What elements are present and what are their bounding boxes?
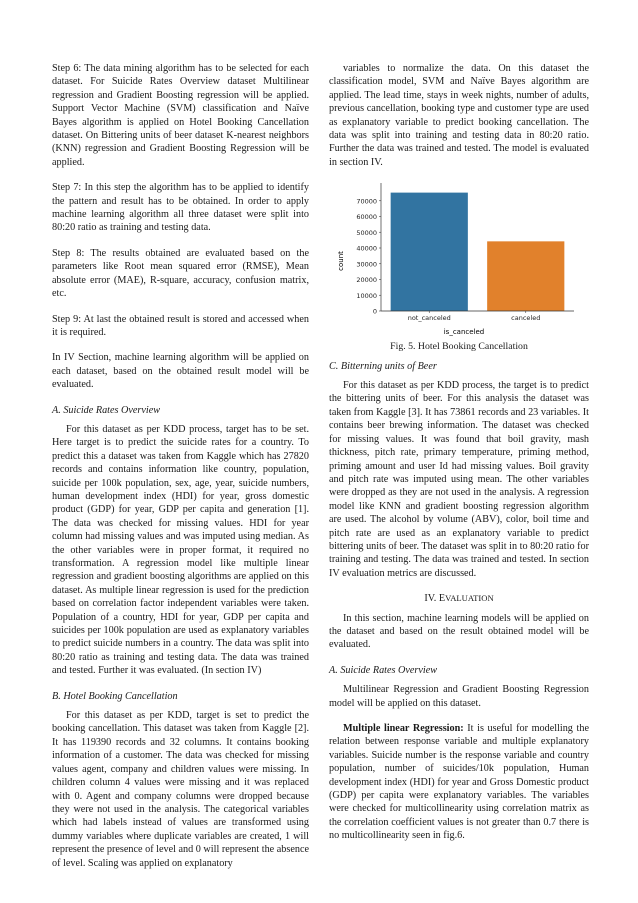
x-tick-label: not_canceled — [407, 314, 451, 323]
bar-chart — [329, 181, 589, 336]
mlr-paragraph — [329, 722, 589, 843]
bars-group — [391, 193, 565, 311]
figure-5 — [329, 181, 589, 336]
mlr-text: It is useful for modelling the relation between response variable and multiple explanatory variables. Suicide number is the response variable and country population, number of suicides/10k population, Human development index (HDI) for year and Gross Domestic product (GDP) per capita were explanatory variables. The variables were checked for multicollinearity using correlation matrix as the correlation coefficient values is not greater than 0.7 there is no multicollinearity seen in fig.6. — [329, 723, 589, 842]
figure-caption: Fig. 5. Hotel Booking Cancellation — [390, 341, 528, 353]
section-iv-heading — [329, 592, 589, 605]
subsection-a2-heading: A. Suicide Rates Overview — [329, 664, 438, 676]
step-9-paragraph: Step 9: At last the obtained result is stored and accessed when it is required. — [52, 313, 309, 338]
x-axis-ticks — [381, 311, 574, 322]
y-tick-label: 0 — [372, 307, 377, 316]
models-applied-paragraph: Multilinear Regression and Gradient Boosting Regression model will be applied on this dataset. — [329, 684, 589, 709]
section-number: IV. — [424, 593, 437, 605]
section-iv-intro: In IV Section, machine learning algorithm will be applied on each dataset, based on the obtained result model will be evaluated. — [52, 352, 309, 391]
step-6-paragraph: Step 6: The data mining algorithm has to be selected for each dataset. For Suicide Rates Overview dataset Multilinear regression and Gradient Boosting regression will be applied. Support Vector Machine (SVM) classification and Naïve Bayes algorithm is applied on Hotel Booking Cancellation dataset. On Bittering units of beer dataset K-nearest neighbors (KNN) regression and Gradient Boosting Regression will be applied. — [52, 63, 309, 168]
y-tick-label: 40000 — [356, 244, 377, 253]
step-8-paragraph: Step 8: The results obtained are evaluated based on the parameters like Root mean squared error (RMSE), Mean absolute error (MAE), R-square, accuracy, confusion matrix, etc. — [52, 247, 309, 300]
subsection-b-heading: B. Hotel Booking Cancellation — [52, 690, 178, 702]
bar-canceled — [487, 242, 564, 312]
section-title-rest: VALUATION — [445, 593, 494, 604]
subsection-c-heading: C. Bitterning units of Beer — [329, 360, 437, 372]
y-tick-label: 70000 — [356, 197, 377, 206]
suicide-rates-paragraph: For this dataset as per KDD process, target has to be set. Here target is to predict the suicide rates for a country. To predict this a dataset was taken from Kaggle which has 27820 records and contains information like country, population, suicide per 100k population, sex, age, year, suicide numbers, human development index (HDI) for year, gross domestic product (GDP) for year, GDP per capita and generation [1]. The data was checked for missing values. HDI for year column had missing values and was imputed using median. As the other variables were in proper format, it required no transformation. A regression model like multiple linear regression and gradient boosting algorithms are applied on this dataset. As multiple linear regression is used for the prediction based on correlation factor independent variables were taken. Population of a country, HDI for year, GDP per capita and suicides per 100k population are used as explanatory variables to predict suicide numbers in a country. The data was split into 80:20 ratio as training and testing data. The data was trained and tested. Further it was evaluated. (In section IV) — [52, 423, 309, 677]
hotel-booking-paragraph: For this dataset as per KDD, target is set to predict the booking cancellation. This dataset was taken from Kaggle [2]. It has 119390 records and 32 columns. It contains booking information of a customer. The data was checked for missing values agent, company and children values were missing. In children column 4 values were missing and it was replaced with 0. Agent and company columns were dropped because they were not used in the analysis. The categorical variables which had labels instead of values are transformed using dummy variables where duplicate variables are created, 1 will represent the presence of level and 0 will represent the absence of level. Scaling was applied on explanatory — [52, 710, 309, 869]
left-column — [52, 62, 309, 882]
y-tick-label: 50000 — [356, 229, 377, 237]
step-7-paragraph: Step 7: In this step the algorithm has to be applied to identify the pattern and result has to be obtained. In order to apply machine learning algorithm all three dataset were split into 80:20 ratio as training and testing data. — [52, 182, 309, 234]
beer-paragraph: For this dataset as per KDD process, the target is to predict the bittering units of beer. For this analysis the dataset was taken from Kaggle [3]. It has 73861 records and 23 variables. It contains beer brewing information. The dataset was checked for missing values. It was found that boil gravity, mash thickness, pitch rate, primary temperature, priming method, priming amount and user Id had missing values. Boil gravity and pitch rate was imputed using mean. The other variables were dropped as they are not used in the analysis. A regression model like KNN and gradient boosting regression algorithm are used. The alcohol by volume (ABV), color, boil time and pitch rate are used as an explanatory variable to predict bittering units of beer. The dataset was split in to 80:20 ratio for training and testing. The data was trained and tested. In section IV evaluation metrics are discussed. — [329, 380, 589, 579]
hotel-booking-continued: variables to normalize the data. On this dataset the classification model, SVM and Naïve Bayes algorithm are applied. The lead time, stays in week nights, number of adults, previous cancellation, booking type and customer type are used as explanatory variable to predict booking cancellation. The data was split into training and testing data in 80:20 ratio. Further the data was trained and tested. The model is evaluated in section IV. — [329, 63, 589, 168]
y-tick-label: 10000 — [356, 292, 377, 300]
x-tick-label: canceled — [511, 314, 541, 323]
subsection-a-heading: A. Suicide Rates Overview — [52, 404, 161, 416]
x-axis-label: is_canceled — [443, 328, 485, 337]
mlr-label: Multiple linear Regression: — [343, 723, 464, 734]
y-tick-label: 60000 — [356, 213, 377, 222]
right-column — [329, 62, 589, 855]
y-tick-label: 30000 — [356, 260, 377, 269]
evaluation-intro: In this section, machine learning models will be applied on the dataset and based on the result obtained model will be evaluated. — [329, 612, 589, 651]
y-tick-label: 20000 — [356, 276, 377, 285]
bar-not-canceled — [391, 193, 468, 311]
section-title-first-letter: E — [438, 593, 446, 605]
y-axis-label: count — [337, 251, 345, 272]
y-axis-ticks — [356, 183, 381, 316]
